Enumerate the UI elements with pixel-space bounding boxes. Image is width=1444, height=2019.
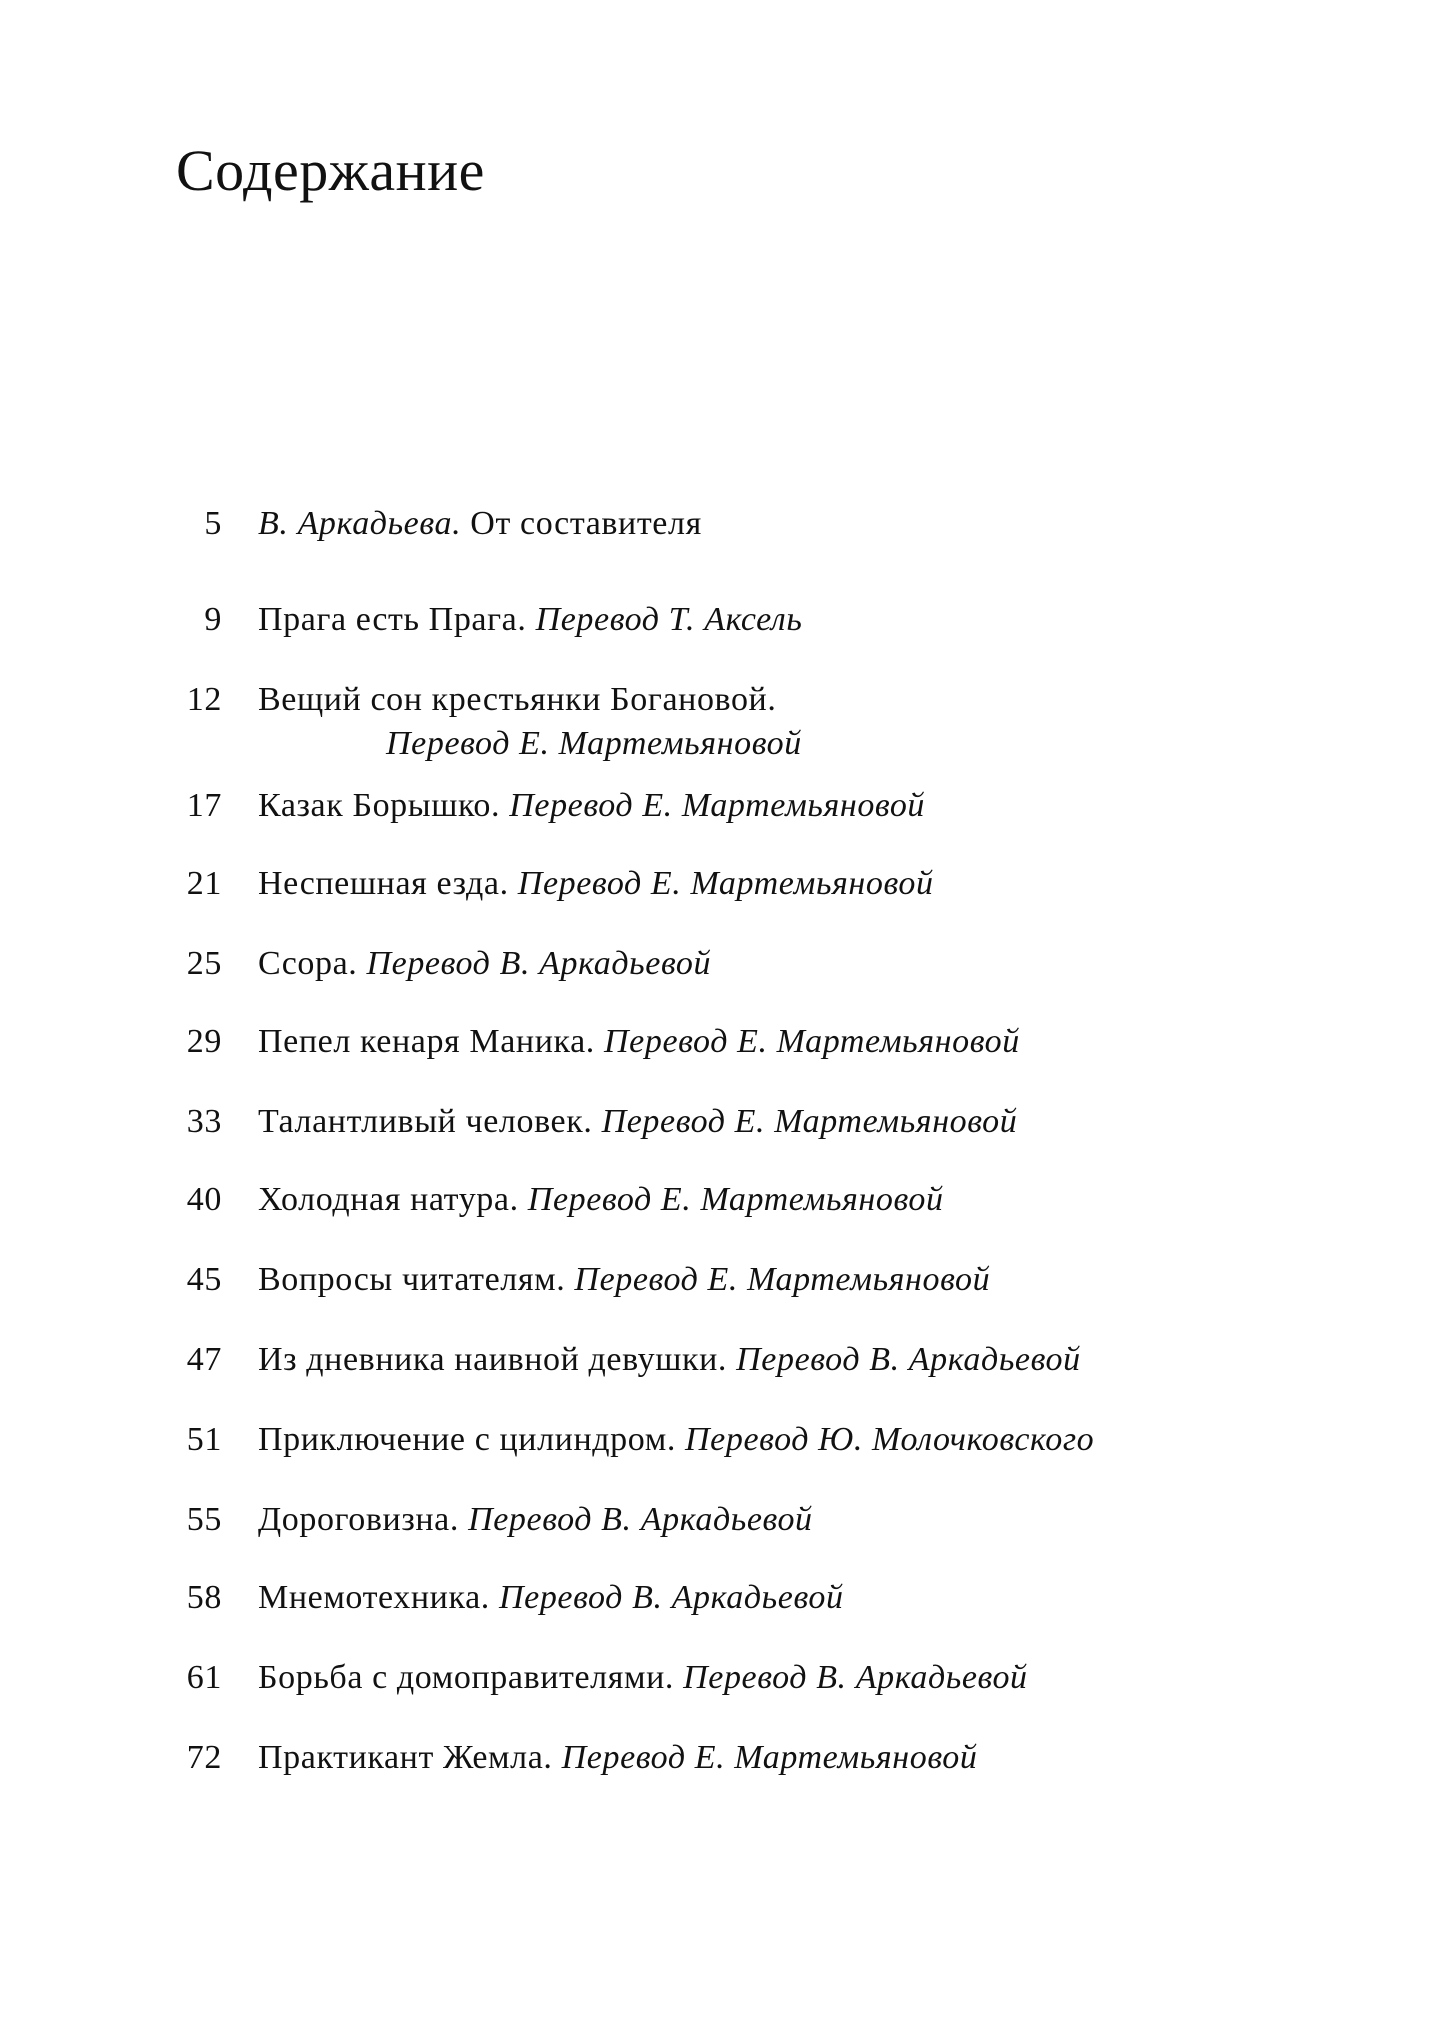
toc-entry-translation: Перевод Е. Мартемьяновой <box>517 865 934 902</box>
toc-entry-title: Ссора. <box>258 945 358 982</box>
toc-entry-text <box>258 1020 1020 1064</box>
toc-entry-text <box>258 1736 977 1780</box>
toc-entry-title: Вещий сон крестьянки Богановой. <box>258 681 777 718</box>
toc-page-number: 17 <box>186 787 222 824</box>
toc-entry-text <box>258 1418 1094 1462</box>
toc-page-number: 40 <box>186 1181 222 1218</box>
toc-page-number: 5 <box>204 505 222 542</box>
toc-entry-text <box>258 1178 944 1222</box>
toc-entry-translation: Перевод Е. Мартемьяновой <box>386 725 802 762</box>
toc-page-number: 33 <box>186 1103 222 1140</box>
toc-entry-translation: Перевод Ю. Молочковского <box>685 1421 1095 1458</box>
toc-entry-text <box>258 1100 1017 1144</box>
toc-entry-translation: Перевод Е. Мартемьяновой <box>601 1103 1018 1140</box>
toc-entry-text <box>258 1576 844 1620</box>
toc-entry-title: Пепел кенаря Маника. <box>258 1023 595 1060</box>
toc-entry-text <box>258 502 702 546</box>
toc-page-number: 25 <box>186 945 222 982</box>
toc-entry-translation: Перевод В. Аркадьевой <box>736 1341 1081 1378</box>
toc-entry-title: Вопросы читателям. <box>258 1261 566 1298</box>
toc-entry-text <box>258 598 802 642</box>
page-title: Содержание <box>176 138 485 203</box>
toc-entry-translation: Перевод Е. Мартемьяновой <box>604 1023 1020 1060</box>
toc-page-number: 51 <box>186 1421 222 1458</box>
toc-entry-translation: Перевод Е. Мартемьяновой <box>527 1181 944 1218</box>
toc-page-number: 12 <box>186 681 222 718</box>
toc-entry-author: В. Аркадьева. <box>258 505 462 542</box>
toc-entry-title: Приключение с цилиндром. <box>258 1421 676 1458</box>
toc-entry-title: Из дневника наивной девушки. <box>258 1341 728 1378</box>
toc-page-number: 45 <box>186 1261 222 1298</box>
toc-entry-title: Казак Борышко. <box>258 787 501 824</box>
toc-entry-text <box>258 1338 1081 1382</box>
toc-page-number: 55 <box>186 1501 222 1538</box>
toc-page-number: 29 <box>186 1023 222 1060</box>
toc-entry-title: Холодная натура. <box>258 1181 519 1218</box>
toc-entry-title: Прага есть Прага. <box>258 601 527 638</box>
toc-page-number: 58 <box>186 1579 222 1616</box>
toc-entry-translation: Перевод В. Аркадьевой <box>366 945 712 982</box>
toc-page-number: 9 <box>204 601 222 638</box>
toc-entry-text <box>258 862 934 906</box>
toc-entry-translation: Перевод Е. Мартемьяновой <box>561 1739 978 1776</box>
toc-entry-text <box>258 1258 990 1302</box>
toc-entry-title: Неспешная езда. <box>258 865 509 902</box>
toc-entry-text <box>258 784 925 828</box>
toc-page-number: 47 <box>186 1341 222 1378</box>
toc-entry-title: От составителя <box>470 505 702 542</box>
toc-page-number: 21 <box>186 865 222 902</box>
toc-entry-title: Мнемотехника. <box>258 1579 490 1616</box>
toc-entry-translation: Перевод В. Аркадьевой <box>498 1579 844 1616</box>
toc-entry-translation: Перевод Т. Аксель <box>535 601 803 638</box>
toc-entry-title: Борьба с домоправителями. <box>258 1659 674 1696</box>
toc-entry-text <box>258 942 711 986</box>
toc-entry-translation: Перевод Е. Мартемьяновой <box>574 1261 991 1298</box>
toc-page-number: 61 <box>186 1659 222 1696</box>
toc-entry-translation: Перевод В. Аркадьевой <box>468 1501 813 1538</box>
toc-entry-translation: Перевод В. Аркадьевой <box>683 1659 1028 1696</box>
toc-page-number: 72 <box>186 1739 222 1776</box>
toc-entry-text <box>258 1656 1028 1700</box>
toc-entry-title: Практикант Жемла. <box>258 1739 553 1776</box>
toc-entry-translation: Перевод Е. Мартемьяновой <box>509 787 926 824</box>
toc-entry-title: Дороговизна. <box>258 1501 459 1538</box>
toc-entry-title: Талантливый человек. <box>258 1103 593 1140</box>
toc-entry-text <box>258 1498 813 1542</box>
